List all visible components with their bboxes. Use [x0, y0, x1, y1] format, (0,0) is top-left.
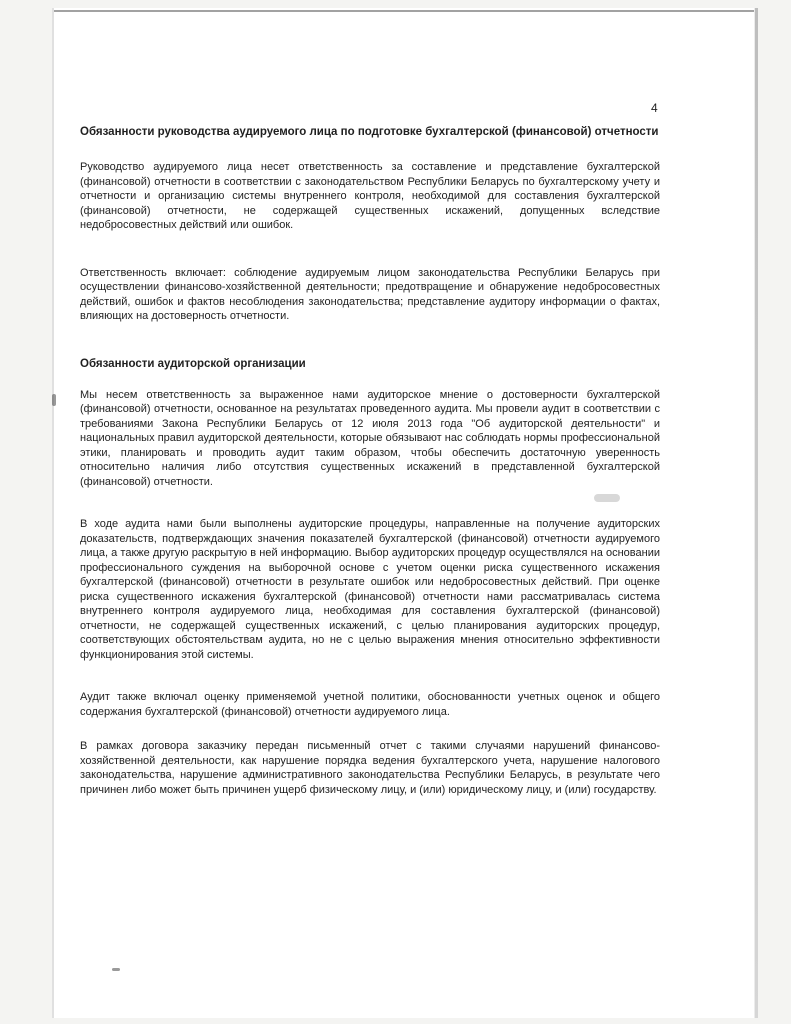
document-page — [54, 8, 754, 1018]
document-body — [80, 125, 660, 811]
scan-blot-mark — [52, 394, 56, 406]
section-heading-auditor-duties: Обязанности аудиторской организации — [80, 357, 306, 370]
page-edge-shadow — [755, 8, 758, 1018]
page-number: 4 — [651, 101, 658, 115]
section-heading-management-duties: Обязанности руководства аудируемого лица по подготовке бухгалтерской (финансовой) отчетности — [80, 126, 659, 138]
paragraph-audit-policy-evaluation: Аудит также включал оценку применяемой учетной политики, обоснованности учетных оценок и общего содержания бухгалтерской (финансовой) отчетности аудируемого лица. — [80, 691, 660, 718]
paragraph-management-responsibility: Руководство аудируемого лица несет ответственность за составление и представление бухгалтерской (финансовой) отчетности в соответствии с законодательством Республики Беларусь по бухгалтерскому учету и отчетности и организацию системы внутреннего контроля, необходимой для составления бухгалтерской (финансовой) отчетности, не содержащей существенных искажений, допущенных вследствие недобросовестных действий или ошибок. — [80, 161, 660, 231]
scan-edge-line — [54, 10, 754, 12]
paragraph-responsibility-includes: Ответственность включает: соблюдение аудируемым лицом законодательства Республики Беларусь при осуществлении финансово-хозяйственной деятельности; предотвращение и обнаружение недобросовестных действий, ошибок и фактов несоблюдения законодательства; представление аудитору информации о фактах, влияющих на достоверность отчетности. — [80, 266, 660, 322]
paragraph-auditor-responsibility: Мы несем ответственность за выраженное нами аудиторское мнение о достоверности бухгалтерской (финансовой) отчетности, основанное на результатах проведенного аудита. Мы провели аудит в соответствии с требованиями Закона Республики Беларусь от 12 июля 2013 года "Об аудиторской деятельности" и национальных правил аудиторской деятельности, которые обязывают нас соблюдать нормы профессиональной этики, планировать и проводить аудит таким образом, чтобы обеспечить достаточную уверенность относительно наличия либо отсутствия существенных искажений в представленной бухгалтерской (финансовой) отчетности. — [80, 388, 660, 488]
paragraph-audit-procedures: В ходе аудита нами были выполнены аудиторские процедуры, направленные на получение аудиторских доказательств, подтверждающих значения показателей бухгалтерской (финансовой) отчетности аудируемого лица, а также другую раскрытую в ней информацию. Выбор аудиторских процедур осуществлялся на основании профессионального суждения на выборочной основе с учетом оценки риска существенного искажения бухгалтерской (финансовой) отчетности в результате ошибок или недобросовестных действий. При оценке риска существенного искажения бухгалтерской (финансовой) отчетности нами рассматривалась система внутреннего контроля аудируемого лица, необходимая для составления бухгалтерской (финансовой) отчетности, не содержащей существенных искажений, с целью планирования аудиторских процедур, соответствующих обстоятельствам аудита, но не с целью выражения мнения относительно эффективности функционирования этой системы. — [80, 518, 660, 661]
scan-smudge-mark — [594, 494, 620, 502]
scan-dot-mark — [112, 968, 120, 971]
paragraph-written-report: В рамках договора заказчику передан письменный отчет с такими случаями нарушений финансово-хозяйственной деятельности, как нарушение порядка ведения бухгалтерского учета, нарушение налогового законодательства, нарушение административного законодательства Республики Беларусь, в результате чего причинен либо может быть причинен ущерб физическому лицу, и (или) юридическому лицу, и (или) государству. — [80, 740, 660, 796]
